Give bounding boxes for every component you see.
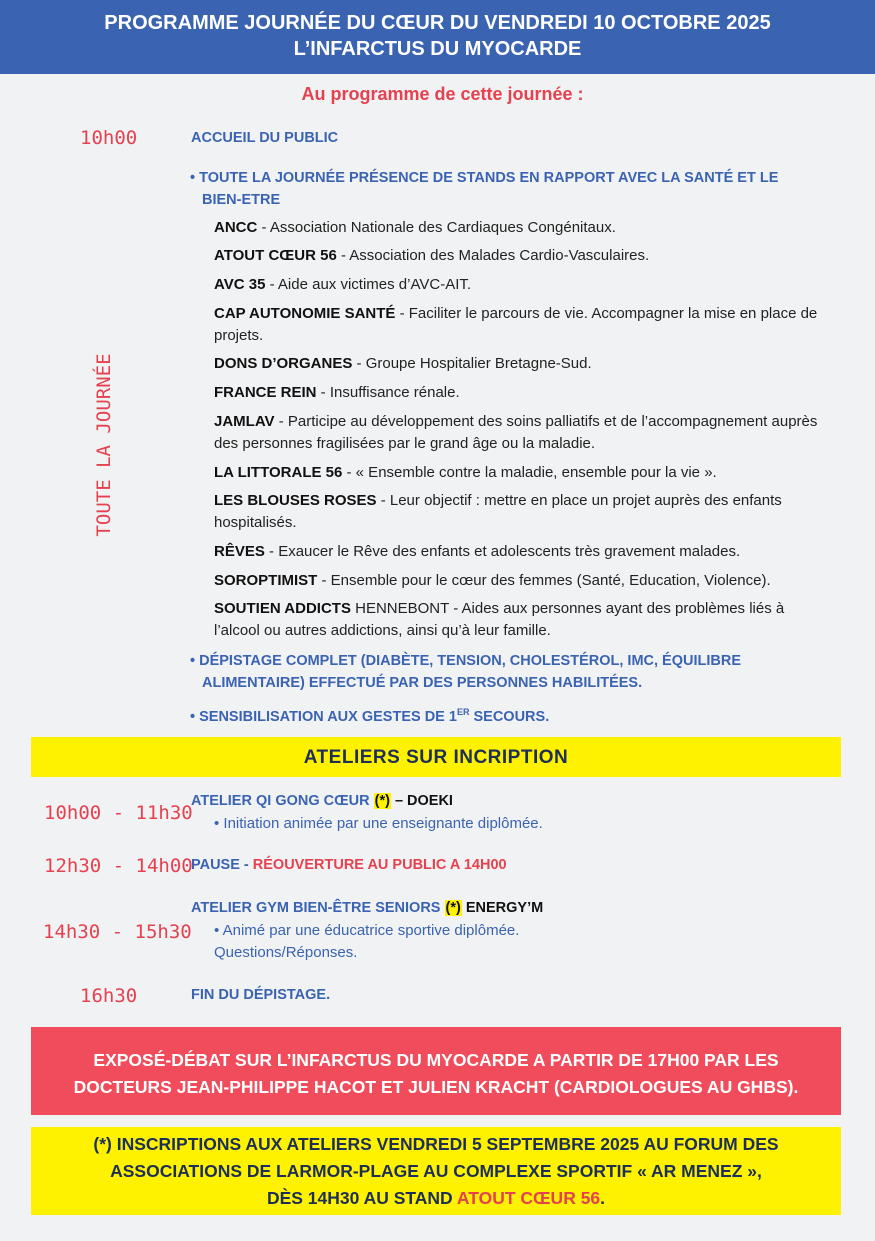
asterisk-mark: (*) [445, 900, 461, 916]
program-intro: Au programme de cette journée : [301, 84, 584, 104]
association-name: SOROPTIMIST [214, 572, 318, 589]
time-10h00: 10h00 [80, 127, 138, 149]
association-name: RÊVES [214, 543, 265, 560]
association-name: SOUTIEN ADDICTS [214, 600, 351, 617]
screening-text: DÉPISTAGE COMPLET (DIABÈTE, TENSION, CHOLESTÉROL, IMC, ÉQUILIBRE ALIMENTAIRE) EFFECTUÉ PAR DES PERSONNES HABILITÉES. [199, 653, 742, 691]
asterisk-mark: (*) [374, 793, 390, 809]
debate-line: EXPOSÉ-DÉBAT SUR L’INFARCTUS DU MYOCARDE A PARTIR DE 17H00 PAR LES [93, 1050, 779, 1070]
association-desc: - Exaucer le Rêve des enfants et adolescents très gravement malades. [264, 543, 741, 560]
debate-line: DOCTEURS JEAN-PHILIPPE HACOT ET JULIEN KRACHT (CARDIOLOGUES AU GHBS). [73, 1077, 799, 1097]
gym-title-text: ATELIER GYM BIEN-ÊTRE SENIORS [191, 900, 445, 916]
association-desc: HENNEBONT - Aides aux personnes ayant des problèmes liés à l’alcool ou autres addictions, ainsi qu’à leur famille. [214, 600, 785, 639]
stands-heading-text: TOUTE LA JOURNÉE PRÉSENCE DE STANDS EN RAPPORT AVEC LA SANTÉ ET LE BIEN-ETRE [199, 170, 779, 208]
association-name: LES BLOUSES ROSES [214, 492, 377, 509]
pause-item [191, 855, 507, 876]
registration-line: (*) INSCRIPTIONS AUX ATELIERS VENDREDI 5 SEPTEMBRE 2025 AU FORUM DES [93, 1134, 779, 1154]
association-item [214, 245, 829, 267]
association-name: ANCC [214, 219, 258, 236]
qigong-provider: – DOEKI [390, 793, 453, 809]
time-end: 16h30 [80, 985, 138, 1007]
pause-label: PAUSE - [191, 857, 253, 873]
first-aid-text-end: SECOURS. [469, 708, 550, 725]
association-name: FRANCE REIN [214, 384, 317, 401]
association-item [214, 382, 829, 404]
welcome-heading: ACCUEIL DU PUBLIC [191, 130, 339, 146]
association-item [214, 598, 829, 642]
first-aid-text: SENSIBILISATION AUX GESTES DE 1 [199, 708, 457, 725]
association-name: ATOUT CŒUR 56 [214, 247, 337, 264]
gym-detail-qa: Questions/Réponses. [214, 944, 358, 961]
association-item [214, 353, 829, 375]
association-item [214, 303, 829, 347]
end-screening: FIN DU DÉPISTAGE. [191, 987, 331, 1003]
time-pause: 12h30 - 14h00 [44, 855, 193, 877]
association-item [214, 462, 829, 484]
association-desc: - Aide aux victimes d’AVC-AIT. [265, 276, 472, 293]
association-name: JAMLAV [214, 413, 275, 430]
association-desc: - « Ensemble contre la maladie, ensemble pour la vie ». [342, 464, 717, 481]
time-gym: 14h30 - 15h30 [43, 921, 192, 943]
registration-period: . [600, 1188, 606, 1208]
gym-title [191, 898, 543, 919]
registration-text: DÈS 14H30 AU STAND [266, 1188, 457, 1208]
association-item [214, 411, 829, 455]
registration-band [31, 1127, 841, 1215]
header-subtitle: L’INFARCTUS DU MYOCARDE [293, 38, 582, 60]
association-item [214, 490, 829, 534]
screening-item: • DÉPISTAGE COMPLET (DIABÈTE, TENSION, CHOLESTÉROL, IMC, ÉQUILIBRE ALIMENTAIRE) EFFECTUÉ PAR DES PERSONNES HABILITÉES. [190, 653, 742, 691]
page-header [0, 0, 875, 74]
qigong-title [191, 791, 453, 812]
association-desc: - Insuffisance rénale. [316, 384, 460, 401]
workshops-band: ATELIERS SUR INCRIPTION [31, 737, 841, 777]
association-name: AVC 35 [214, 276, 266, 293]
association-desc: - Faciliter le parcours de vie. Accompagner la mise en place de projets. [214, 305, 818, 344]
association-name: LA LITTORALE 56 [214, 464, 343, 481]
association-desc: - Association Nationale des Cardiaques Congénitaux. [257, 219, 616, 236]
all-day-vertical-label: TOUTE LA JOURNÉE [93, 353, 115, 537]
association-item [214, 274, 829, 296]
qigong-title-text: ATELIER QI GONG CŒUR [191, 793, 374, 809]
association-name: DONS D’ORGANES [214, 355, 353, 372]
association-item [214, 541, 829, 563]
stands-heading: • TOUTE LA JOURNÉE PRÉSENCE DE STANDS EN RAPPORT AVEC LA SANTÉ ET LE BIEN-ETRE [190, 170, 779, 208]
gym-detail: • Animé par une éducatrice sportive diplômée. [214, 922, 520, 939]
first-aid-sup: ER [456, 707, 470, 717]
stand-name: ATOUT CŒUR 56 [456, 1188, 601, 1208]
association-desc: - Leur objectif : mettre en place un projet auprès des enfants hospitalisés. [214, 492, 782, 531]
association-desc: - Participe au développement des soins palliatifs et de l’accompagnement auprès des personnes fragilisées par le grand âge ou la maladie. [214, 413, 818, 452]
gym-provider: ENERGY’M [461, 900, 544, 916]
registration-line: ASSOCIATIONS DE LARMOR-PLAGE AU COMPLEXE SPORTIF « AR MENEZ », [110, 1161, 762, 1181]
association-item [214, 570, 829, 592]
debate-band [31, 1027, 841, 1115]
header-title: PROGRAMME JOURNÉE DU CŒUR DU VENDREDI 10 OCTOBRE 2025 [104, 12, 771, 34]
association-desc: - Association des Malades Cardio-Vasculaires. [336, 247, 650, 264]
registration-line [31, 1185, 841, 1212]
association-item [214, 217, 829, 239]
reopen-label: RÉOUVERTURE AU PUBLIC A 14H00 [252, 857, 507, 873]
association-name: CAP AUTONOMIE SANTÉ [214, 305, 396, 322]
time-qigong: 10h00 - 11h30 [44, 802, 193, 824]
first-aid-item: • SENSIBILISATION AUX GESTES DE 1ER SECOURS. [190, 707, 550, 725]
association-desc: - Ensemble pour le cœur des femmes (Santé, Education, Violence). [317, 572, 771, 589]
qigong-detail: • Initiation animée par une enseignante diplômée. [214, 815, 543, 832]
association-desc: - Groupe Hospitalier Bretagne-Sud. [352, 355, 592, 372]
